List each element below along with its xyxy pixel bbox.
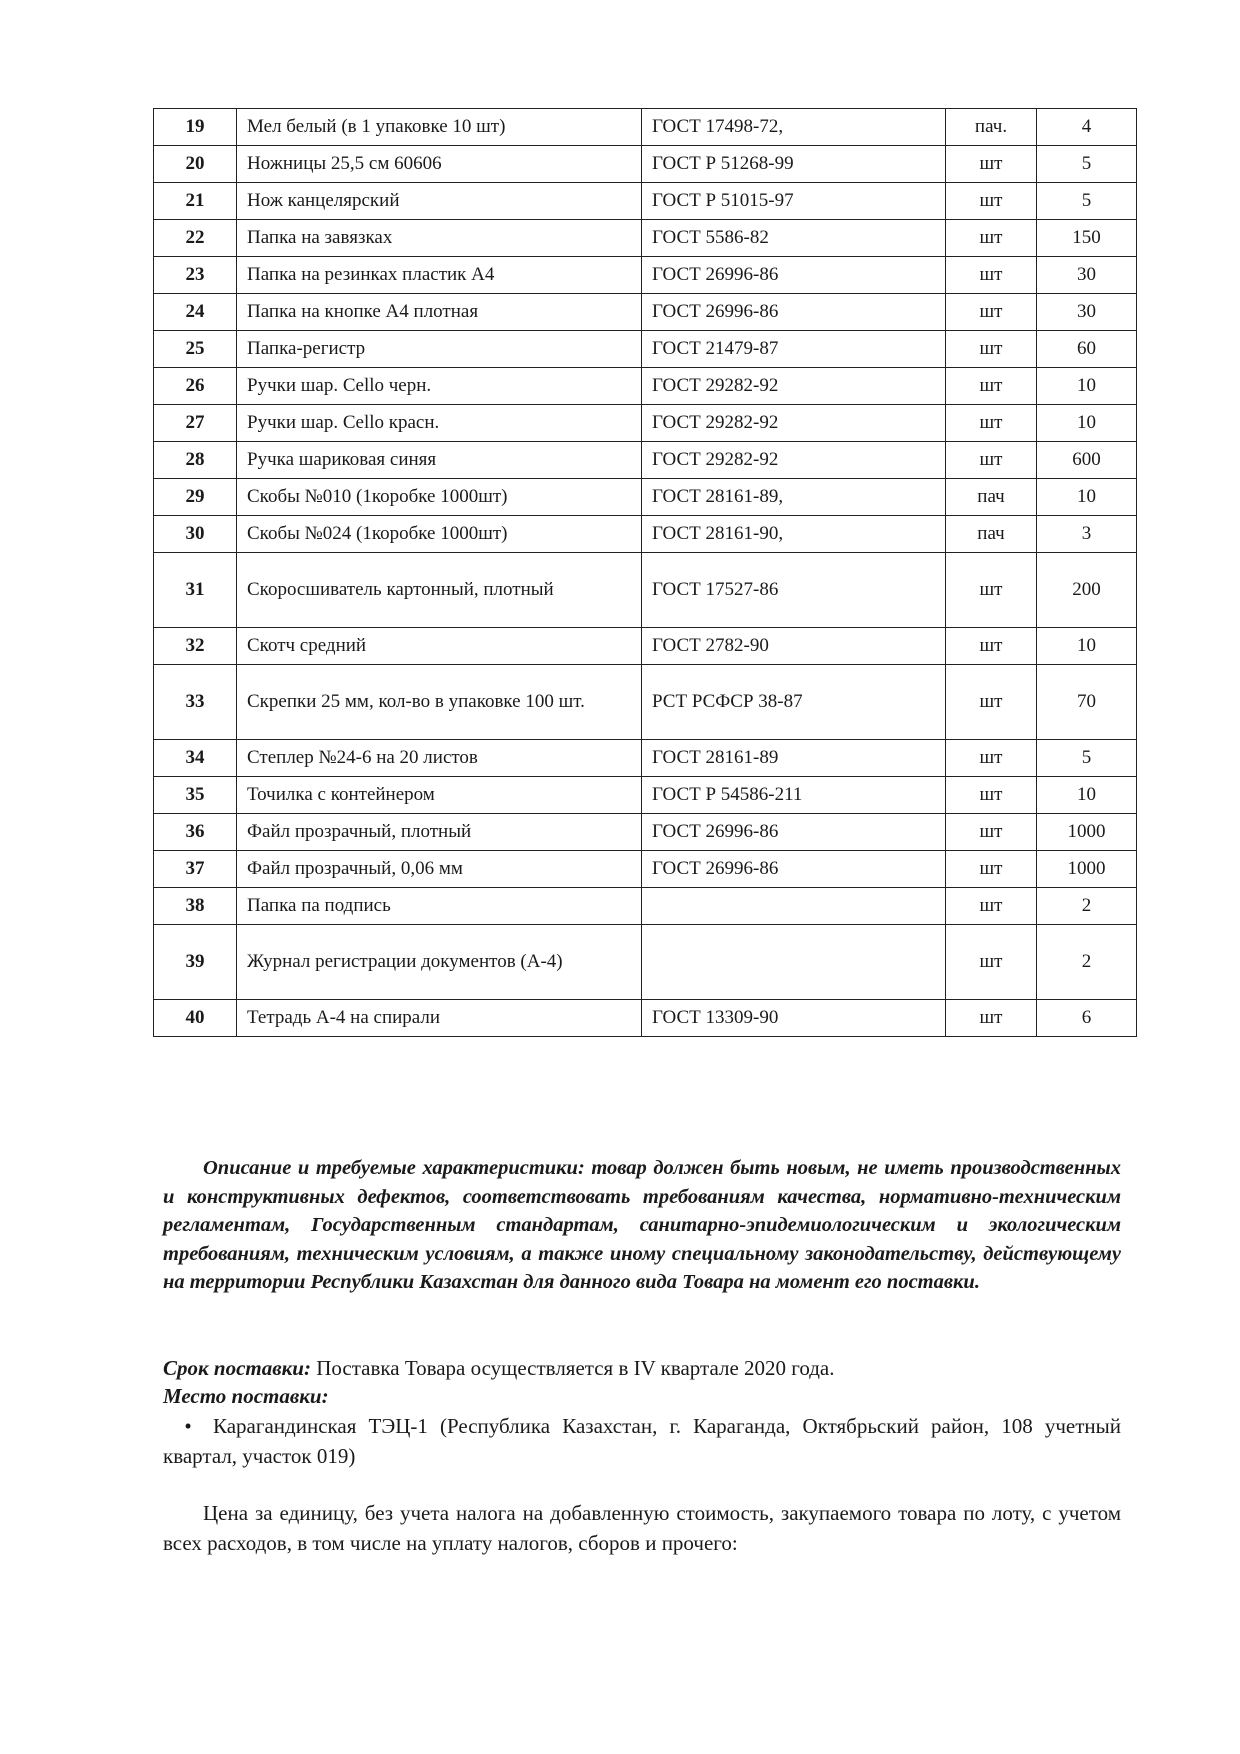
row-number: 29 (154, 479, 237, 516)
row-number: 32 (154, 628, 237, 665)
item-standard: ГОСТ 28161-89, (642, 479, 946, 516)
delivery-term-text: Поставка Товара осуществляется в IV квартале 2020 года. (310, 1356, 835, 1380)
row-number: 35 (154, 777, 237, 814)
item-standard: ГОСТ 29282-92 (642, 368, 946, 405)
table-row (154, 109, 1137, 146)
item-unit: шт (946, 294, 1037, 331)
item-name: Папка па подпись (237, 888, 642, 925)
item-unit: шт (946, 1000, 1037, 1037)
item-name: Мел белый (в 1 упаковке 10 шт) (237, 109, 642, 146)
item-name: Ручки шар. Cello красн. (237, 405, 642, 442)
item-unit: шт (946, 183, 1037, 220)
item-name: Папка на резинках пластик А4 (237, 257, 642, 294)
item-name: Ножницы 25,5 см 60606 (237, 146, 642, 183)
row-number: 27 (154, 405, 237, 442)
row-number: 36 (154, 814, 237, 851)
row-number: 33 (154, 665, 237, 740)
item-standard (642, 888, 946, 925)
item-name: Скобы №010 (1коробке 1000шт) (237, 479, 642, 516)
item-name: Папка на кнопке А4 плотная (237, 294, 642, 331)
item-name: Журнал регистрации документов (А-4) (237, 925, 642, 1000)
item-name: Файл прозрачный, 0,06 мм (237, 851, 642, 888)
delivery-term-line (163, 1354, 1121, 1382)
row-number: 34 (154, 740, 237, 777)
item-unit: шт (946, 405, 1037, 442)
item-unit: шт (946, 553, 1037, 628)
item-standard: ГОСТ 26996-86 (642, 814, 946, 851)
table-row (154, 665, 1137, 740)
item-quantity: 10 (1037, 628, 1137, 665)
item-unit: пач (946, 479, 1037, 516)
row-number: 28 (154, 442, 237, 479)
item-quantity: 60 (1037, 331, 1137, 368)
item-standard: ГОСТ 26996-86 (642, 257, 946, 294)
item-standard: ГОСТ 5586-82 (642, 220, 946, 257)
row-number: 26 (154, 368, 237, 405)
table-row (154, 516, 1137, 553)
item-unit: шт (946, 146, 1037, 183)
item-unit: шт (946, 740, 1037, 777)
item-quantity: 1000 (1037, 851, 1137, 888)
item-name: Скрепки 25 мм, кол-во в упаковке 100 шт. (237, 665, 642, 740)
table-row (154, 146, 1137, 183)
item-unit: шт (946, 442, 1037, 479)
item-name: Файл прозрачный, плотный (237, 814, 642, 851)
table-row (154, 553, 1137, 628)
row-number: 39 (154, 925, 237, 1000)
item-name: Папка на завязках (237, 220, 642, 257)
item-quantity: 2 (1037, 925, 1137, 1000)
item-name: Скоросшиватель картонный, плотный (237, 553, 642, 628)
table-row (154, 814, 1137, 851)
item-quantity: 5 (1037, 183, 1137, 220)
delivery-block (163, 1354, 1121, 1410)
item-standard: ГОСТ 29282-92 (642, 442, 946, 479)
row-number: 23 (154, 257, 237, 294)
table-row (154, 294, 1137, 331)
items-table (153, 108, 1137, 1037)
row-number: 25 (154, 331, 237, 368)
item-name: Точилка с контейнером (237, 777, 642, 814)
item-quantity: 1000 (1037, 814, 1137, 851)
item-name: Степлер №24-6 на 20 листов (237, 740, 642, 777)
item-unit: шт (946, 628, 1037, 665)
item-quantity: 4 (1037, 109, 1137, 146)
item-standard: ГОСТ 21479-87 (642, 331, 946, 368)
item-quantity: 5 (1037, 146, 1137, 183)
item-unit: шт (946, 368, 1037, 405)
item-standard: ГОСТ 26996-86 (642, 294, 946, 331)
table-row (154, 331, 1137, 368)
item-name: Ручка шариковая синяя (237, 442, 642, 479)
row-number: 21 (154, 183, 237, 220)
table-row (154, 257, 1137, 294)
item-quantity: 5 (1037, 740, 1137, 777)
description-paragraph: Описание и требуемые характеристики: товар должен быть новым, не иметь производственных и конструктивных дефектов, соответствовать требованиям качества, нормативно-техническим регламентам, Государственным стандартам, санитарно-эпидемиологическим и экологическим требованиям, техническим условиям, а также иному специальному законодательству, действующему на территории Республики Казахстан для данного вида Товара на момент его поставки. (163, 1157, 1121, 1294)
item-standard: ГОСТ 17498-72, (642, 109, 946, 146)
row-number: 19 (154, 109, 237, 146)
table-row (154, 888, 1137, 925)
item-unit: шт (946, 888, 1037, 925)
bullet-icon: • (184, 1414, 192, 1438)
item-unit: шт (946, 814, 1037, 851)
row-number: 37 (154, 851, 237, 888)
item-quantity: 10 (1037, 777, 1137, 814)
price-note: Цена за единицу, без учета налога на добавленную стоимость, закупаемого товара по лоту, с учетом всех расходов, в том числе на уплату налогов, сборов и прочего: (163, 1501, 1121, 1555)
item-quantity: 10 (1037, 368, 1137, 405)
table-row (154, 777, 1137, 814)
item-unit: шт (946, 777, 1037, 814)
row-number: 38 (154, 888, 237, 925)
item-quantity: 6 (1037, 1000, 1137, 1037)
table-row (154, 740, 1137, 777)
delivery-term-label: Срок поставки: (163, 1356, 311, 1380)
item-quantity: 150 (1037, 220, 1137, 257)
row-number: 30 (154, 516, 237, 553)
table-row (154, 925, 1137, 1000)
item-quantity: 30 (1037, 257, 1137, 294)
delivery-place-text: Карагандинская ТЭЦ-1 (Республика Казахстан, г. Караганда, Октябрьский район, 108 учетный квартал, участок 019) (163, 1414, 1121, 1468)
item-unit: шт (946, 665, 1037, 740)
item-quantity: 30 (1037, 294, 1137, 331)
item-quantity: 10 (1037, 405, 1137, 442)
item-name: Тетрадь А-4 на спирали (237, 1000, 642, 1037)
item-quantity: 600 (1037, 442, 1137, 479)
item-standard: ГОСТ 17527-86 (642, 553, 946, 628)
item-standard: РСТ РСФСР 38-87 (642, 665, 946, 740)
item-quantity: 70 (1037, 665, 1137, 740)
item-name: Ручки шар. Cello черн. (237, 368, 642, 405)
item-standard: ГОСТ 2782-90 (642, 628, 946, 665)
item-name: Скотч средний (237, 628, 642, 665)
item-standard: ГОСТ Р 51268-99 (642, 146, 946, 183)
row-number: 31 (154, 553, 237, 628)
table-row (154, 368, 1137, 405)
item-name: Нож канцелярский (237, 183, 642, 220)
table-row (154, 851, 1137, 888)
row-number: 24 (154, 294, 237, 331)
item-quantity: 200 (1037, 553, 1137, 628)
item-unit: шт (946, 331, 1037, 368)
row-number: 22 (154, 220, 237, 257)
delivery-place-item (163, 1411, 1121, 1471)
table-row (154, 628, 1137, 665)
item-standard: ГОСТ 28161-90, (642, 516, 946, 553)
item-name: Папка-регистр (237, 331, 642, 368)
item-unit: шт (946, 851, 1037, 888)
item-quantity: 2 (1037, 888, 1137, 925)
table-row (154, 442, 1137, 479)
item-standard: ГОСТ Р 51015-97 (642, 183, 946, 220)
item-standard: ГОСТ 26996-86 (642, 851, 946, 888)
item-unit: шт (946, 925, 1037, 1000)
item-quantity: 10 (1037, 479, 1137, 516)
item-unit: пач. (946, 109, 1037, 146)
table-row (154, 405, 1137, 442)
delivery-place-label: Место поставки: (163, 1384, 329, 1408)
item-unit: пач (946, 516, 1037, 553)
item-standard: ГОСТ Р 54586-211 (642, 777, 946, 814)
items-table-body (154, 109, 1137, 1037)
item-standard: ГОСТ 13309-90 (642, 1000, 946, 1037)
item-standard: ГОСТ 29282-92 (642, 405, 946, 442)
table-row (154, 183, 1137, 220)
item-standard (642, 925, 946, 1000)
item-quantity: 3 (1037, 516, 1137, 553)
item-unit: шт (946, 220, 1037, 257)
table-row (154, 479, 1137, 516)
item-unit: шт (946, 257, 1037, 294)
item-name: Скобы №024 (1коробке 1000шт) (237, 516, 642, 553)
table-row (154, 220, 1137, 257)
row-number: 40 (154, 1000, 237, 1037)
table-row (154, 1000, 1137, 1037)
item-standard: ГОСТ 28161-89 (642, 740, 946, 777)
row-number: 20 (154, 146, 237, 183)
